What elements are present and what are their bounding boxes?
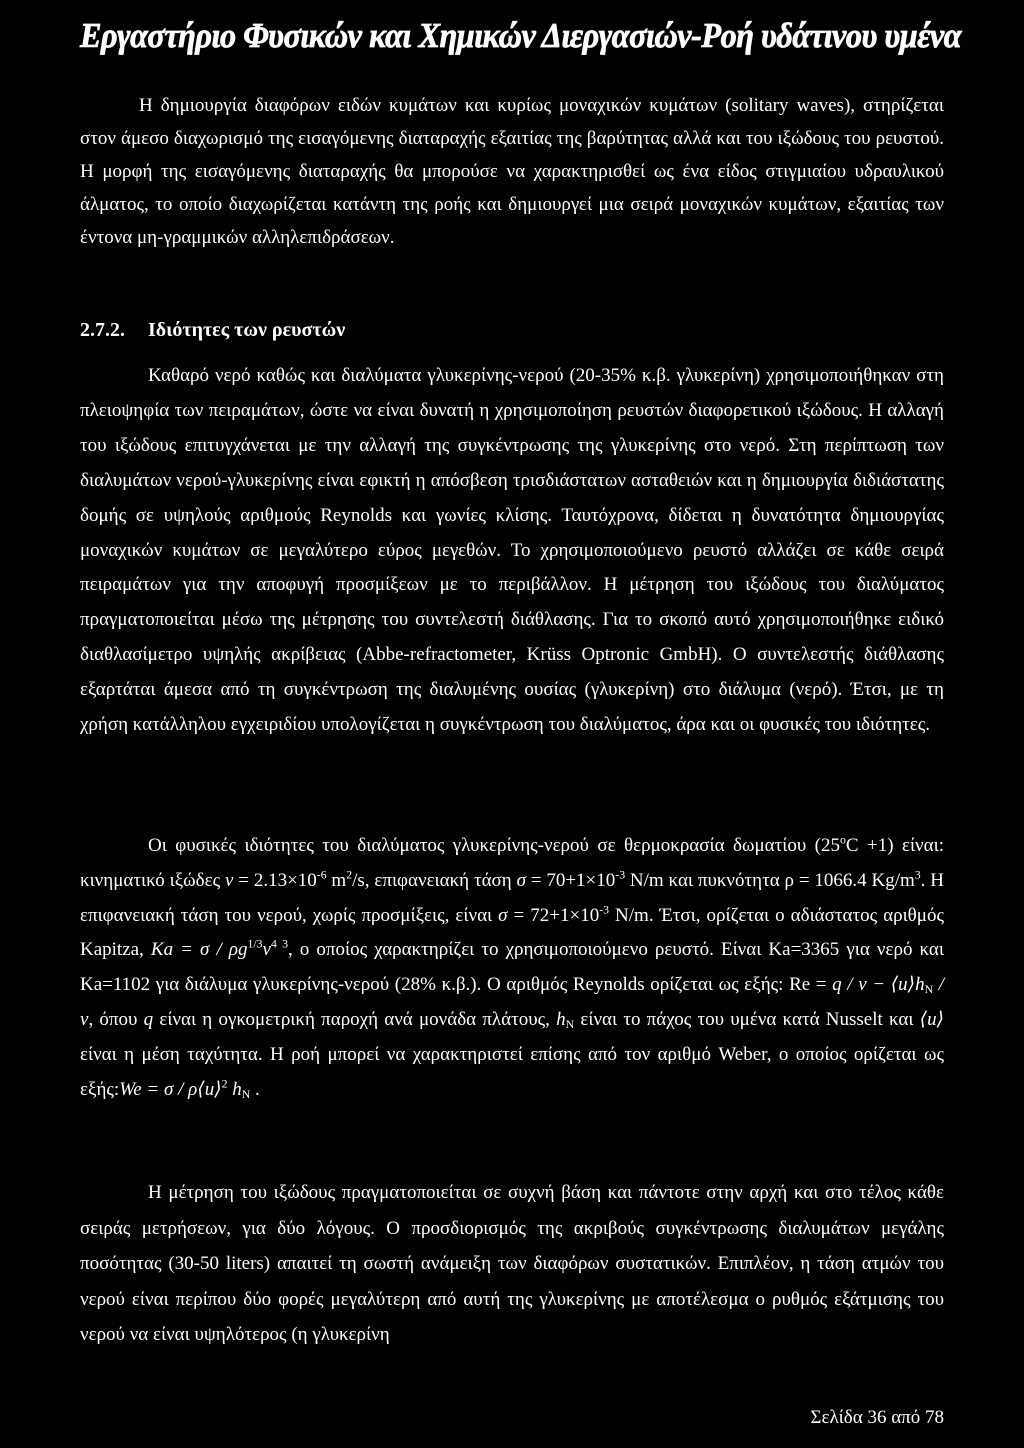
section-title: Ιδιότητες των ρευστών [148, 319, 346, 341]
superscript: o [840, 833, 846, 847]
math-symbol: σ [498, 904, 508, 926]
text-run: είναι η ογκομετρική παροχή ανά μονάδα πλάτους, [153, 1008, 557, 1030]
superscript: 1/3 [247, 937, 263, 951]
math-symbol: ν [262, 939, 271, 961]
paragraph-solitary-waves: Η δημιουργία διαφόρων ειδών κυμάτων και κυρίως μοναχικών κυμάτων (solitary waves), στηρίζεται στον άμεσο διαχωρισμό της εισαγόμενης διαταραχής εξαιτίας της βαρύτητας αλλά και του ιξώδους του ρευστού. Η μορφή της εισαγόμενης διαταραχής θα μπορούσε να χαρακτηρισθεί ως ένα είδος στιγμιαίου υδραυλικού άλματος, το οποίο διαχωρίζεται κατάντη της ροής και δημιουργεί μια σειρά μοναχικών κυμάτων, εξαιτίας των έντονα μη-γραμμικών αλληλεπιδράσεων. [80, 95, 944, 248]
superscript: 3 [914, 868, 921, 882]
subscript: N [241, 1087, 251, 1101]
text-run: είναι το πάχος του υμένα κατά Nusselt και [574, 1008, 920, 1030]
text-run: N/m. Έτσι, ορίζεται ο αδιάστατος αριθμός Kapitza, [80, 904, 944, 961]
superscript: -6 [316, 868, 327, 882]
superscript: 2 [221, 1076, 228, 1090]
text-run: = 2.13×10 [233, 869, 317, 891]
reynolds-formula-tail: / ν [80, 974, 945, 1030]
superscript: 4 3 [270, 937, 288, 951]
superscript: -3 [615, 868, 626, 882]
subscript: N [924, 983, 934, 997]
text-run: . Η επιφανειακή τάση του νερού, χωρίς προσμίξεις, είναι [80, 869, 944, 926]
text-run: , όπου [88, 1008, 144, 1030]
kapitza-formula: Ka = σ / ρg [150, 939, 248, 961]
text-run: /s, επιφανειακή τάση [352, 869, 517, 891]
math-symbol: ⟨u⟩ [919, 1008, 944, 1030]
math-symbol: h [556, 1008, 566, 1030]
section-number: 2.7.2. [80, 319, 125, 341]
math-symbol: h [227, 1078, 242, 1100]
math-symbol: σ [516, 869, 526, 891]
math-symbol: ν [224, 869, 234, 891]
reynolds-formula: q / ν − ⟨u⟩h [832, 974, 925, 996]
text-run: = 70+1×10 [525, 869, 616, 891]
page-header-title: Εργαστήριο Φυσικών και Χημικών Διεργασιών-Ροή υδάτινου υμένα [80, 16, 962, 55]
paragraph-physical-properties [80, 829, 944, 1107]
paragraph-fluid-properties: Καθαρό νερό καθώς και διαλύματα γλυκερίνης-νερού (20-35% κ.β. γλυκερίνη) χρησιμοποιήθηκαν στη πλειοψηφία των πειραμάτων, ώστε να είναι δυνατή η χρησιμοποίηση ρευστών διαφορετικού ιξώδους. Η αλλαγή του ιξώδους επιτυγχάνεται με την αλλαγή της συγκέντρωσης της γλυκερίνης στο νερό. Στη περίπτωση των διαλυμάτων νερού-γλυκερίνης είναι εφικτή η απόσβεση τρισδιάστατων ασταθειών και η δημιουργία διδιάστατης δομής σε υψηλούς αριθμούς Reynolds και γωνίες κλίσης. Ταυτόχρονα, δίδεται η δυνατότητα δημιουργίας μοναχικών κυμάτων σε μεγαλύτερο εύρος μεγεθών. Το χρησιμοποιούμενο ρευστό αλλάζει σε κάθε σειρά πειραμάτων για την αποφυγή προσμίξεων με το περιβάλλον. Η μέτρηση του ιξώδους του διαλύματος πραγματοποιείται μέσω της μέτρησης του συντελεστή διάθλασης. Για το σκοπό αυτό χρησιμοποιήθηκε ειδικό διαθλασίμετρο υψηλής ακρίβειας (Abbe-refractometer, Krüss Optronic GmbH). Ο συντελεστής διάθλασης εξαρτάται άμεσα από τη συγκέντρωση της διαλυμένης ουσίας (γλυκερίνη) στο διάλυμα (νερό). Έτσι, με τη χρήση κατάλληλου εγχειριδίου υπολογίζεται η συγκέντρωση του διαλύματος, άρα και οι φυσικές του ιδιότητες. [80, 365, 944, 736]
math-symbol: q [143, 1008, 154, 1030]
paragraph-viscosity-measurement: Η μέτρηση του ιξώδους πραγματοποιείται σε συχνή βάση και πάντοτε στην αρχή και στο τέλος κάθε σειράς μετρήσεων, για δύο λόγους. Ο προσδιορισμός της ακριβούς συγκέντρωσης διαλυμάτων μεγάλης ποσότητας (30-50 liters) απαιτεί τη σωστή ανάμειξη των διαφόρων συστατικών. Επιπλέον, η τάση ατμών του νερού είναι περίπου δύο φορές μεγαλύτερη από αυτή της γλυκερίνης με αποτέλεσμα ο ρυθμός εξάτμισης του νερού να είναι υψηλότερος (η γλυκερίνη [80, 1182, 944, 1346]
text-run: m [326, 869, 347, 891]
subscript: N [565, 1017, 575, 1031]
superscript: -3 [599, 902, 610, 916]
weber-formula: We = σ / ρ⟨u⟩ [119, 1078, 222, 1100]
section-heading [80, 314, 345, 346]
text-run: . [250, 1078, 260, 1100]
text-run: = 72+1×10 [507, 904, 600, 926]
superscript: 2 [346, 868, 353, 882]
text-run: N/m και πυκνότητα ρ = 1066.4 Kg/m [625, 869, 915, 891]
text-run: Οι φυσικές ιδιότητες του διαλύματος γλυκερίνης-νερού σε θερμοκρασία δωματίου (25 [148, 835, 841, 856]
text-run: είναι η μέση ταχύτητα. Η ροή μπορεί να χαρακτηριστεί επίσης από τον αριθμό Weber, ο οποίος ορίζεται ως εξής: [80, 1043, 944, 1100]
text-run: , ο οποίος χαρακτηρίζει το χρησιμοποιούμενο ρευστό. Είναι Ka=3365 για νερό και Ka=1102 για διάλυμα γλυκερίνης-νερού (28% κ.β.). Ο αριθμός Reynolds ορίζεται ως εξής: Re = [80, 939, 944, 996]
text-run: C +1) είναι: κινηματικό ιξώδες [80, 835, 944, 891]
page-number: Σελίδα 36 από 78 [810, 1407, 944, 1428]
